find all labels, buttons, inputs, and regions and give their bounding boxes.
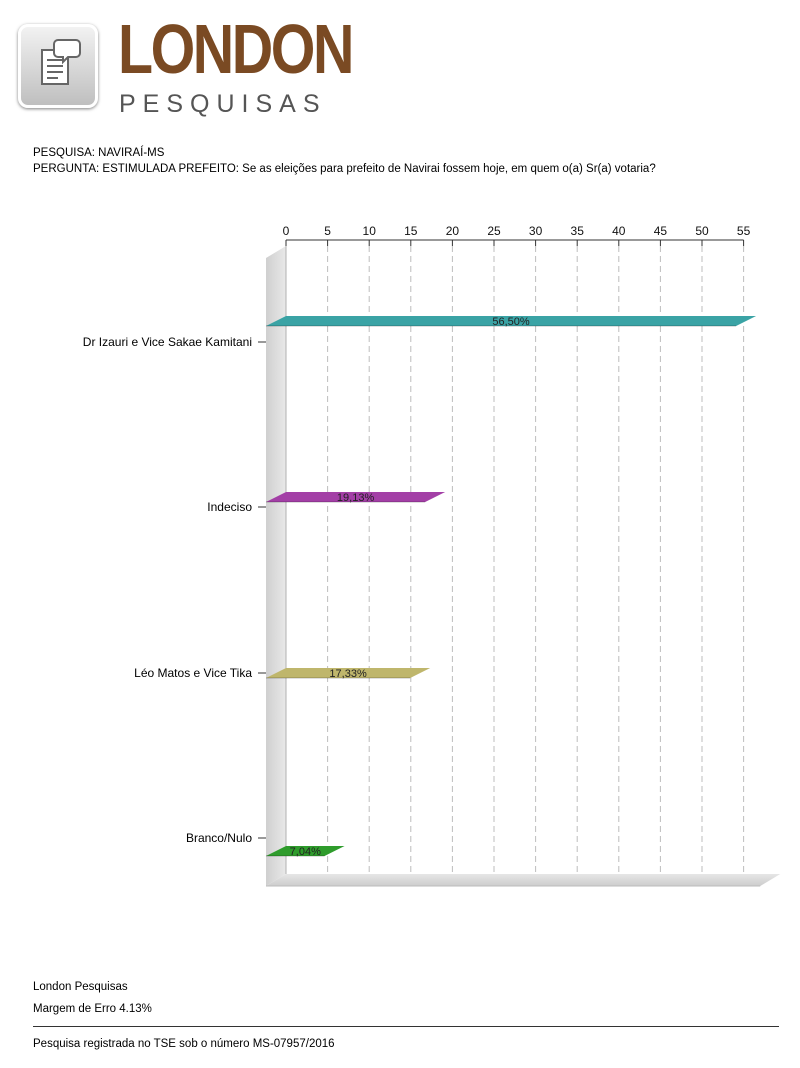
chart-side-wall: [266, 246, 286, 886]
logo-name: LONDON: [118, 10, 352, 88]
bar-value-label: 7,04%: [289, 846, 321, 858]
category-label: Indeciso: [207, 500, 252, 514]
category-label: Dr Izauri e Vice Sakae Kamitani: [82, 335, 252, 349]
tick-label: 30: [528, 224, 543, 238]
chart-floor: [266, 874, 780, 886]
tick-label: 20: [445, 224, 460, 238]
tick-label: 55: [736, 224, 751, 238]
tick-label: 5: [324, 224, 331, 238]
bar-value-label: 56,50%: [492, 316, 530, 328]
tick-label: 10: [362, 224, 376, 238]
footer-registration: Pesquisa registrada no TSE sob o número MS-07957/2016: [33, 1038, 335, 1050]
tick-label: 40: [612, 224, 626, 238]
category-label: Branco/Nulo: [185, 831, 252, 845]
tick-label: 0: [282, 224, 290, 238]
survey-title: PESQUISA: NAVIRAÍ-MS: [33, 147, 165, 159]
footer-company: London Pesquisas: [33, 981, 128, 993]
tick-label: 15: [404, 224, 418, 238]
tick-label: 25: [487, 224, 501, 238]
logo-subtitle: PESQUISAS: [119, 90, 327, 118]
tick-label: 45: [653, 224, 668, 238]
category-label: Léo Matos e Vice Tika: [134, 666, 252, 680]
footer-divider: [33, 1026, 779, 1027]
bar-value-label: 17,33%: [329, 668, 367, 680]
bar-value-label: 19,13%: [336, 492, 375, 504]
tick-label: 35: [570, 224, 584, 238]
footer-margin: Margem de Erro 4.13%: [33, 1003, 152, 1015]
tick-label: 50: [695, 224, 709, 238]
survey-question: PERGUNTA: ESTIMULADA PREFEITO: Se as eleições para prefeito de Navirai fossem hoje, em quem o(a) Sr(a) votaria?: [33, 163, 656, 175]
